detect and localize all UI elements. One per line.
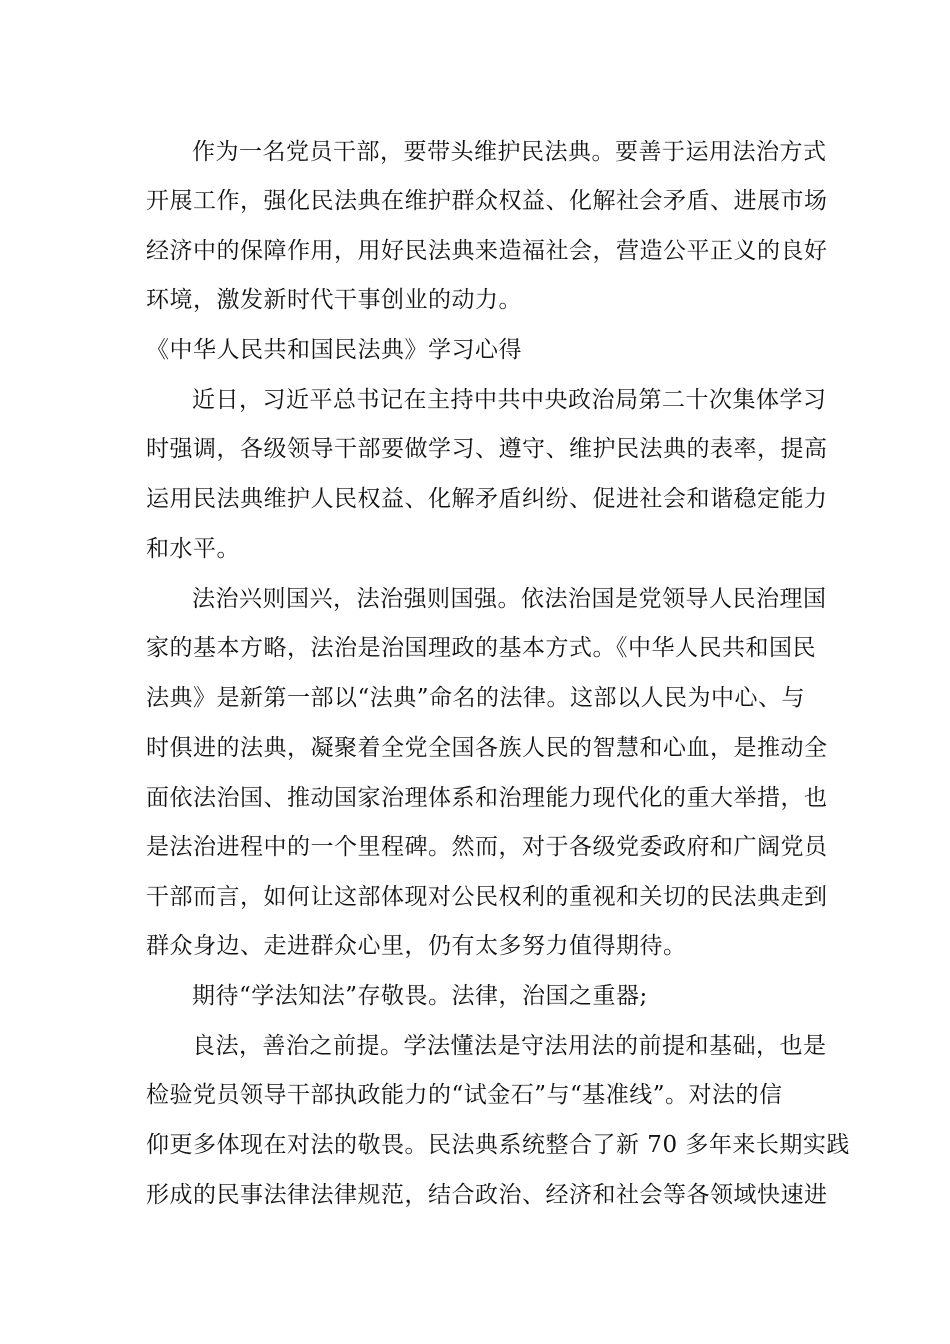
text-line: 面依法治国、推动国家治理体系和治理能力现代化的重大举措，也	[146, 785, 828, 811]
text-line: 仰更多体现在对法的敬畏。民法典系统整合了新 70 多年来长期实践	[146, 1132, 850, 1158]
text-line: 法治兴则国兴，法治强则国强。依法治国是党领导人民治理国	[192, 586, 827, 612]
text-line: 运用民法典维护人民权益、化解矛盾纠纷、促进社会和谐稳定能力	[146, 486, 828, 512]
text-line: 近日，习近平总书记在主持中共中央政治局第二十次集体学习	[192, 387, 827, 413]
section-heading: 《中华人民共和国民法典》学习心得	[146, 337, 522, 363]
text-line: 时俱进的法典，凝聚着全党全国各族人民的智慧和心血，是推动全	[146, 735, 828, 761]
text-line: 干部而言，如何让这部体现对公民权利的重视和关切的民法典走到	[146, 884, 828, 910]
text-line: 和水平。	[146, 536, 240, 562]
text-line: 时强调，各级领导干部要做学习、遵守、维护民法典的表率，提高	[146, 436, 828, 462]
text-line: 开展工作，强化民法典在维护群众权益、化解社会矛盾、进展市场	[146, 188, 828, 214]
text-line: 经济中的保障作用，用好民法典来造福社会，营造公平正义的良好	[146, 238, 828, 264]
text-line: 良法，善治之前提。学法懂法是守法用法的前提和基础，也是	[192, 1033, 827, 1059]
text-line: 检验党员领导干部执政能力的“试金石”与“基准线”。对法的信	[146, 1082, 783, 1108]
text-line: 形成的民事法律法律规范，结合政治、经济和社会等各领域快速进	[146, 1182, 828, 1208]
text-line: 法典》是新第一部以“法典”命名的法律。这部以人民为中心、与	[146, 685, 806, 711]
text-line: 群众身边、走进群众心里，仍有太多努力值得期待。	[146, 933, 687, 959]
text-line: 家的基本方略，法治是治国理政的基本方式。《中华人民共和国民	[146, 635, 816, 661]
text-line: 是法治进程中的一个里程碑。然而，对于各级党委政府和广阔党员	[146, 834, 828, 860]
text-line: 作为一名党员干部，要带头维护民法典。要善于运用法治方式	[192, 139, 827, 165]
text-line: 期待“学法知法”存敬畏。法律，治国之重器;	[192, 983, 648, 1009]
text-line: 环境，激发新时代干事创业的动力。	[146, 287, 522, 313]
